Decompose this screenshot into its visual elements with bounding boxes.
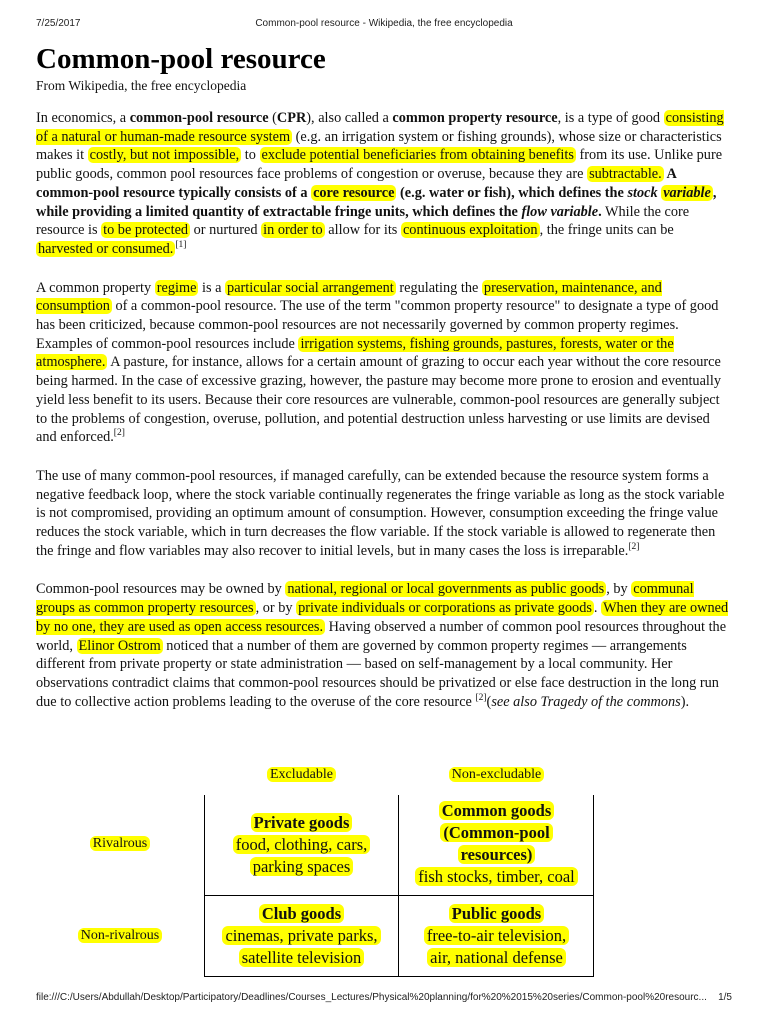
text: noticed that a number of them are governed by common property regimes — arrangements different from private property or state administration — based on self-management by a local community. Her observations contradict claims that common-pool resources should be privatized or else face destruction in the long run due to collective action problems leading to the overuse of the core resource <box>36 637 719 710</box>
text: Common-pool resources may be owned by <box>36 581 286 598</box>
text: The use of many common-pool resources, if managed carefully, can be extended because the resource system forms a negative feedback loop, where the stock variable continually regenerates the fringe variable as long as the stock variable is not compromised, providing an optimum amount of consumption. However, consumption exceeding the fringe value reduces the stock variable, which in turn decreases the flow variable. If the stock variable is allowed to regenerate then the fringe and flow variables may also recover to initial levels, but in many cases the loss is irreparable. <box>36 467 725 559</box>
grid-line-bottom <box>204 976 594 977</box>
text: , is a type of good <box>557 110 664 126</box>
highlight: subtractable. <box>589 166 662 183</box>
col-header-non-excludable <box>400 766 593 784</box>
text: . <box>593 600 602 617</box>
club-goods-line: cinemas, private parks, <box>222 926 380 945</box>
text: In economics, a <box>36 110 130 126</box>
print-page-title: Common-pool resource - Wikipedia, the free encyclopedia <box>255 18 513 29</box>
bold-text: (e.g. water or fish), which defines the <box>396 184 628 201</box>
highlight: variable <box>663 184 711 201</box>
text: ), also called a <box>306 110 393 126</box>
highlight: to be protected <box>103 222 189 239</box>
col-header-non-excludable-label: Non-excludable <box>449 767 544 782</box>
private-goods-line: parking spaces <box>250 857 354 876</box>
text: , or by <box>255 600 297 617</box>
text: A common property <box>36 279 155 296</box>
text: regulating the <box>395 279 482 296</box>
bold-text: , while providing a limited quantity of extractable fringe units, which defines the <box>36 184 717 220</box>
common-goods-line: fish stocks, timber, coal <box>415 867 578 886</box>
highlight: communal groups as common property resources <box>36 581 694 617</box>
highlight: irrigation systems, fishing grounds, pastures, forests, water or the atmosphere. <box>36 335 674 371</box>
col-header-excludable-label: Excludable <box>267 767 336 782</box>
cell-common-goods <box>400 800 593 888</box>
text: While the core resource is <box>36 203 690 239</box>
text: ). <box>680 693 690 710</box>
term-flow-variable: flow variable <box>521 203 599 220</box>
bold-text: A common-pool resource typically consists of a <box>36 166 677 201</box>
text: Having observed a number of common pool resources throughout the world, <box>36 618 727 654</box>
paragraph-feedback-loop <box>36 467 734 561</box>
text: or nurtured <box>190 222 262 239</box>
text: is a <box>198 279 226 296</box>
public-goods-title: Public goods <box>449 904 544 923</box>
print-date: 7/25/2017 <box>36 18 81 29</box>
club-goods-title: Club goods <box>259 904 344 923</box>
bold-text: . <box>598 203 602 220</box>
public-goods-line: free-to-air television, <box>424 926 569 945</box>
highlight: exclude potential beneficiaries from obtaining benefits <box>261 147 574 164</box>
text: from its use. Unlike pure public goods, common pool resources face problems of congestion or overuse, because they are <box>36 147 723 183</box>
paragraph-intro <box>36 109 734 259</box>
see-also-link[interactable]: see also Tragedy of the commons <box>491 693 681 710</box>
common-goods-title: resources) <box>458 845 536 864</box>
citation-link[interactable]: [2] <box>628 542 640 552</box>
grid-line-middle <box>398 795 399 977</box>
private-goods-line: food, clothing, cars, <box>233 835 371 854</box>
club-goods-line: satellite television <box>239 948 365 967</box>
term-common-property-resource: common property resource <box>392 110 558 126</box>
text: (e.g. an irrigation system or fishing grounds), whose size or characteristics makes it <box>36 128 722 164</box>
row-header-rivalrous-label: Rivalrous <box>90 836 150 851</box>
article-subtitle: From Wikipedia, the free encyclopedia <box>36 78 247 93</box>
common-goods-title: Common goods <box>439 801 555 820</box>
cell-private-goods <box>205 812 398 878</box>
article-title: Common-pool resource <box>36 43 326 75</box>
row-header-non-rivalrous-label: Non-rivalrous <box>78 928 163 943</box>
highlight: private individuals or corporations as private goods <box>298 600 592 617</box>
highlight: When they are owned by no one, they are used as open access resources. <box>36 600 729 635</box>
row-header-rivalrous <box>70 835 170 853</box>
term-stock: stock <box>627 184 662 201</box>
grid-line-center <box>204 895 594 896</box>
common-goods-title: (Common-pool <box>440 823 552 842</box>
print-url: file:///C:/Users/Abdullah/Desktop/Participatory/Deadlines/Courses_Lectures/Physical%20planning/for%20%2015%20series/Common-pool%20resourc... <box>36 992 707 1003</box>
term-cpr-abbr: CPR <box>276 110 307 126</box>
highlight: core resource <box>313 184 395 201</box>
highlight: continuous exploitation <box>402 222 538 239</box>
grid-line-right <box>593 795 594 977</box>
paragraph-ownership <box>36 580 734 711</box>
article-content <box>36 42 734 711</box>
text: of a common-pool resource. The use of the term "common property resource" to designate a type of good has been criticized, because common-pool resources are not necessarily governed by common property regimes. Examples of common-pool resources include <box>36 298 719 352</box>
cell-club-goods <box>205 903 398 969</box>
text: ( <box>268 110 277 126</box>
term-cpr: common-pool resource <box>129 110 269 126</box>
row-header-non-rivalrous <box>60 927 180 945</box>
text: , by <box>606 581 632 598</box>
public-goods-line: air, national defense <box>427 948 566 967</box>
text: ( <box>486 693 492 710</box>
text: A pasture, for instance, allows for a certain amount of grazing to occur each year without the core resource being harmed. In the case of excessive grazing, however, the pasture may become more prone to erosion and eventually yield less benefit to its users. Because their core resources are vulnerable, common-pool resources are generally subject to the problems of congestion, overuse, pollution, and potential destruction unless harvesting or use limits are devised and enforced. <box>36 354 722 446</box>
paragraph-regime <box>36 279 734 447</box>
print-footer <box>36 992 732 1006</box>
citation-link[interactable]: [2] <box>113 428 125 439</box>
highlight: regime <box>156 279 197 296</box>
print-header <box>36 18 732 32</box>
text: to <box>241 147 260 164</box>
highlight: harvested or consumed. <box>38 240 174 257</box>
highlight: costly, but not impossible, <box>89 147 240 164</box>
private-goods-title: Private goods <box>251 813 353 832</box>
highlight-link[interactable]: Elinor Ostrom <box>78 637 161 654</box>
highlight: in order to <box>263 222 323 239</box>
citation-link[interactable]: [1] <box>175 240 187 251</box>
highlight: preservation, maintenance, and consumption <box>36 279 662 315</box>
highlight: particular social arrangement <box>227 279 394 296</box>
highlight: national, regional or local governments as public goods <box>287 581 605 598</box>
highlight: consisting of a natural or human-made resource system <box>36 110 724 145</box>
col-header-excludable <box>205 766 398 784</box>
citation-link[interactable]: [2] <box>475 692 487 703</box>
cell-public-goods <box>400 903 593 969</box>
text: allow for its <box>324 222 401 239</box>
print-page-number: 1/5 <box>718 992 732 1003</box>
text: , the fringe units can be <box>539 222 674 239</box>
